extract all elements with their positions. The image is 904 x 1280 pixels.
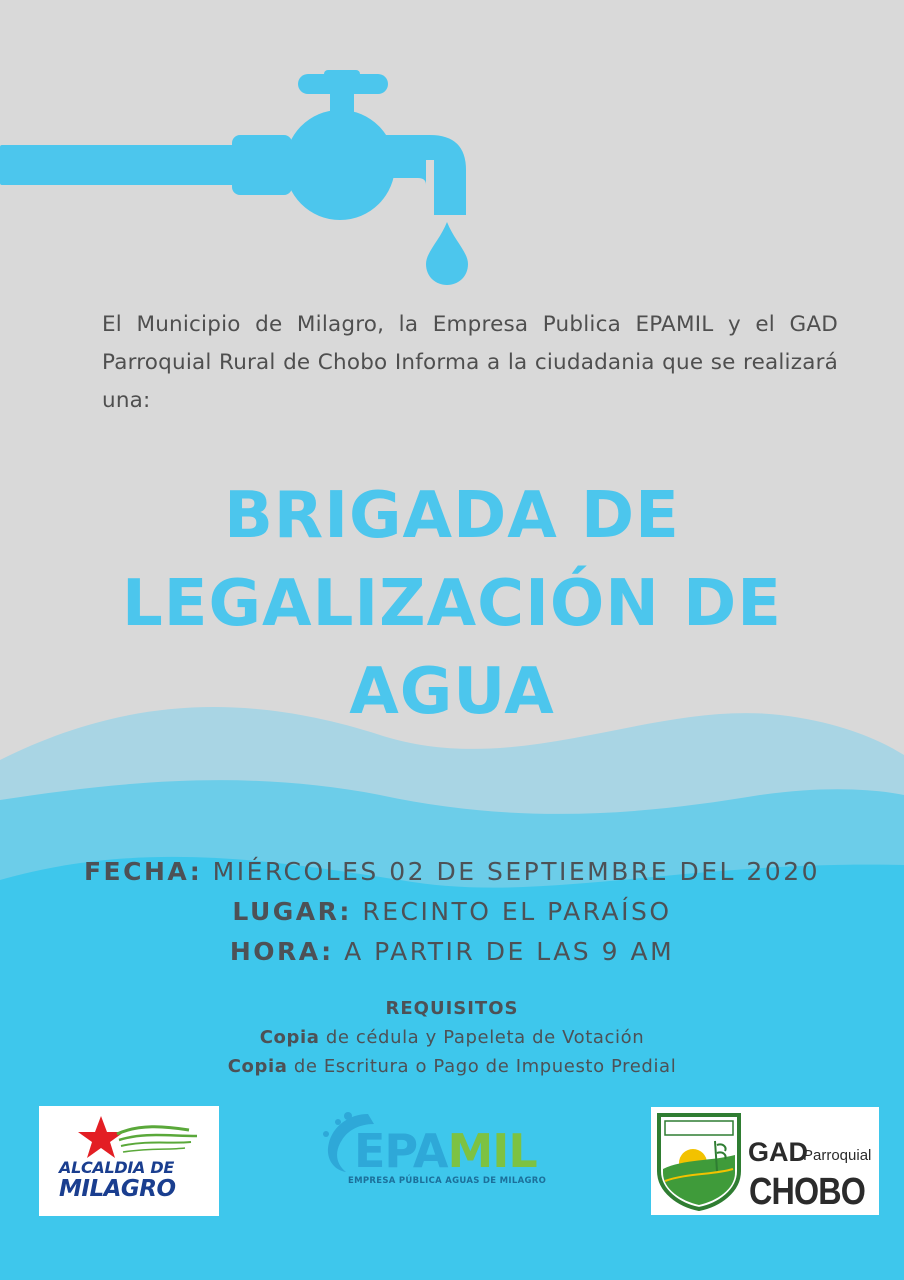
epamil-logo	[318, 1108, 568, 1194]
time-value: A PARTIR DE LAS 9 AM	[344, 937, 675, 966]
alcaldia-milagro-logo	[39, 1106, 219, 1216]
intro-paragraph: El Municipio de Milagro, la Empresa Publica EPAMIL y el GAD Parroquial Rural de Chobo Informa a la ciudadania que se realizará una:	[102, 312, 838, 413]
gad-chobo-text: CHOBO	[749, 1171, 865, 1213]
requirement-item-bold: Copia	[227, 1056, 288, 1077]
time-row	[0, 932, 904, 972]
epamil-subtitle: EMPRESA PÚBLICA AGUAS DE MILAGRO	[348, 1176, 547, 1186]
date-label: FECHA:	[83, 857, 203, 886]
epamil-mil: MIL	[447, 1124, 537, 1178]
requirement-item-text: de cédula y Papeleta de Votación	[325, 1027, 645, 1048]
epamil-ep: EPA	[354, 1124, 448, 1178]
date-row	[0, 852, 904, 892]
requirement-item-text: de Escritura o Pago de Impuesto Predial	[293, 1056, 677, 1077]
time-label: HORA:	[229, 937, 334, 966]
epamil-wordmark	[354, 1124, 537, 1178]
date-value: MIÉRCOLES 02 DE SEPTIEMBRE DEL 2020	[212, 857, 821, 886]
water-drop-icon	[426, 222, 468, 285]
chobo-shield-icon	[653, 1111, 745, 1211]
event-details	[0, 852, 904, 972]
place-label: LUGAR:	[232, 897, 352, 926]
headline-line-2: LEGALIZACIÓN DE	[122, 567, 782, 641]
headline	[60, 472, 844, 736]
gad-text: GAD	[748, 1137, 808, 1167]
requirements	[0, 994, 904, 1081]
place-value: RECINTO EL PARAÍSO	[362, 897, 672, 926]
headline-line-3: AGUA	[349, 655, 555, 729]
place-row	[0, 892, 904, 932]
alcaldia-text-line1: ALCALDIA DE	[59, 1158, 174, 1177]
requirements-heading: REQUISITOS	[385, 998, 519, 1019]
requirement-item	[0, 1023, 904, 1052]
faucet-icon	[0, 70, 468, 285]
gad-chobo-logo	[651, 1107, 879, 1215]
alcaldia-text-line2: MILAGRO	[59, 1176, 176, 1202]
requirement-item-bold: Copia	[259, 1027, 320, 1048]
gad-parroquial-text: Parroquial	[803, 1147, 872, 1164]
requirement-item	[0, 1052, 904, 1081]
headline-line-1: BRIGADA DE	[224, 479, 680, 553]
